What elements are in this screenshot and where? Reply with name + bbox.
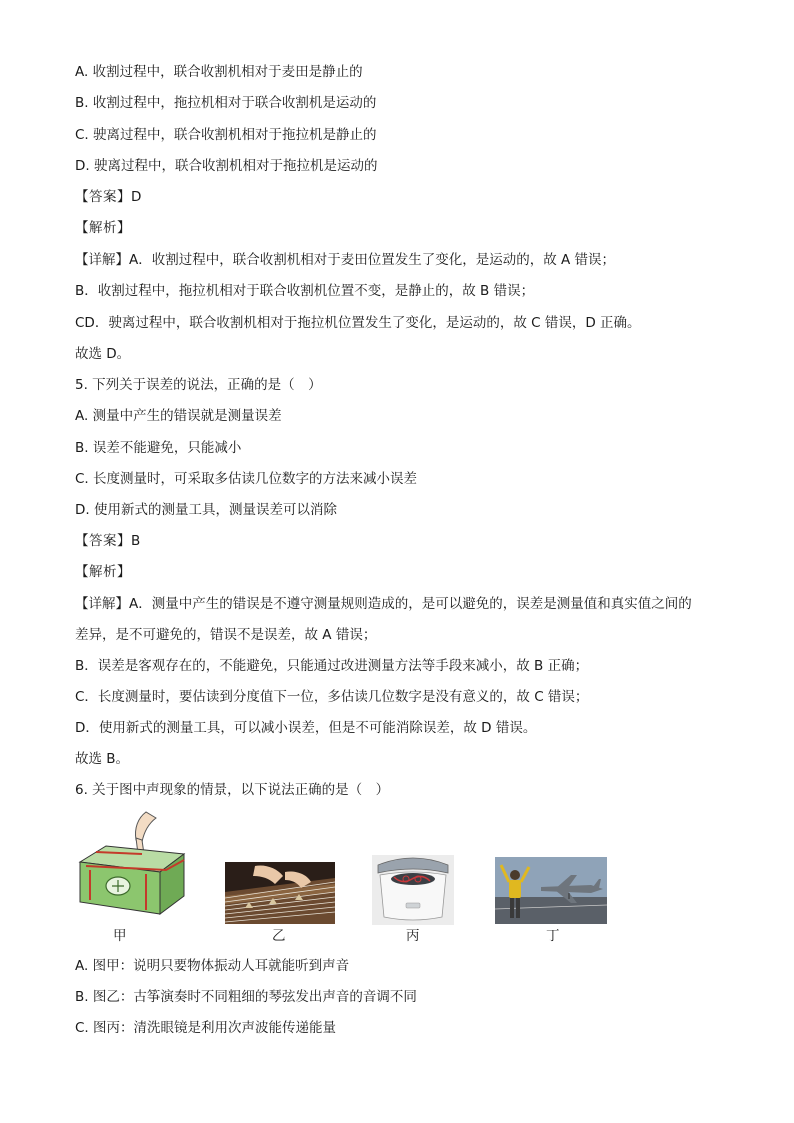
q5-analysis-label: 【解析】: [75, 564, 131, 580]
q5-detail-2: 差异，是不可避免的，错误不是误差，故 A 错误；: [75, 627, 377, 643]
caption-jia: 甲: [113, 928, 127, 944]
figure-ding-aircraft-carrier: [495, 857, 607, 924]
q5-option-d: D. 使用新式的测量工具，测量误差可以消除: [75, 502, 337, 518]
q5-detail-6: 故选 B。: [75, 751, 130, 767]
q4-answer: 【答案】D: [75, 189, 142, 205]
q5-detail-4: C．长度测量时，要估读到分度值下一位，多估读几位数字是没有意义的，故 C 错误；: [75, 689, 589, 705]
q6-option-c: C. 图丙：清洗眼镜是利用次声波能传递能量: [75, 1020, 337, 1036]
q5-option-a: A. 测量中产生的错误就是测量误差: [75, 408, 282, 424]
q4-option-d: D. 驶离过程中，联合收割机相对于拖拉机是运动的: [75, 158, 378, 174]
q5-option-b: B. 误差不能避免，只能减小: [75, 440, 242, 456]
figure-bing-ultrasonic-cleaner: [372, 855, 454, 925]
q4-analysis-label: 【解析】: [75, 220, 131, 236]
q4-option-b: B. 收割过程中，拖拉机相对于联合收割机是运动的: [75, 95, 377, 111]
q4-detail-4: 故选 D。: [75, 346, 131, 362]
q5-answer: 【答案】B: [75, 533, 141, 549]
figure-yi-guzheng: [225, 862, 335, 924]
q4-detail-3: CD．驶离过程中，联合收割机相对于拖拉机位置发生了变化，是运动的，故 C 错误，D 正确。: [75, 315, 641, 331]
q6-option-b: B. 图乙：古筝演奏时不同粗细的琴弦发出声音的音调不同: [75, 989, 417, 1005]
q4-detail-1: 【详解】A．收割过程中，联合收割机相对于麦田位置发生了变化，是运动的，故 A 错误；: [75, 252, 616, 268]
q5-detail-5: D．使用新式的测量工具，可以减小误差，但是不可能消除误差，故 D 错误。: [75, 720, 537, 736]
q5-option-c: C. 长度测量时，可采取多估读几位数字的方法来减小误差: [75, 471, 418, 487]
caption-bing: 丙: [406, 928, 420, 944]
q6-stem: 6. 关于图中声现象的情景，以下说法正确的是（ ）: [75, 782, 390, 798]
figure-jia-box-rubber-band: [76, 810, 188, 922]
caption-ding: 丁: [546, 928, 560, 944]
q4-option-c: C. 驶离过程中，联合收割机相对于拖拉机是静止的: [75, 127, 377, 143]
q4-option-a: A. 收割过程中，联合收割机相对于麦田是静止的: [75, 64, 363, 80]
q5-detail-1: 【详解】A．测量中产生的错误是不遵守测量规则造成的，是可以避免的，误差是测量值和真实值之间的: [75, 596, 692, 612]
q5-stem: 5. 下列关于误差的说法，正确的是（ ）: [75, 377, 322, 393]
q5-detail-3: B．误差是客观存在的，不能避免，只能通过改进测量方法等手段来减小，故 B 正确；: [75, 658, 589, 674]
caption-yi: 乙: [272, 928, 286, 944]
q4-detail-2: B．收割过程中，拖拉机相对于联合收割机位置不变，是静止的，故 B 错误；: [75, 283, 535, 299]
q6-option-a: A. 图甲：说明只要物体振动人耳就能听到声音: [75, 958, 350, 974]
